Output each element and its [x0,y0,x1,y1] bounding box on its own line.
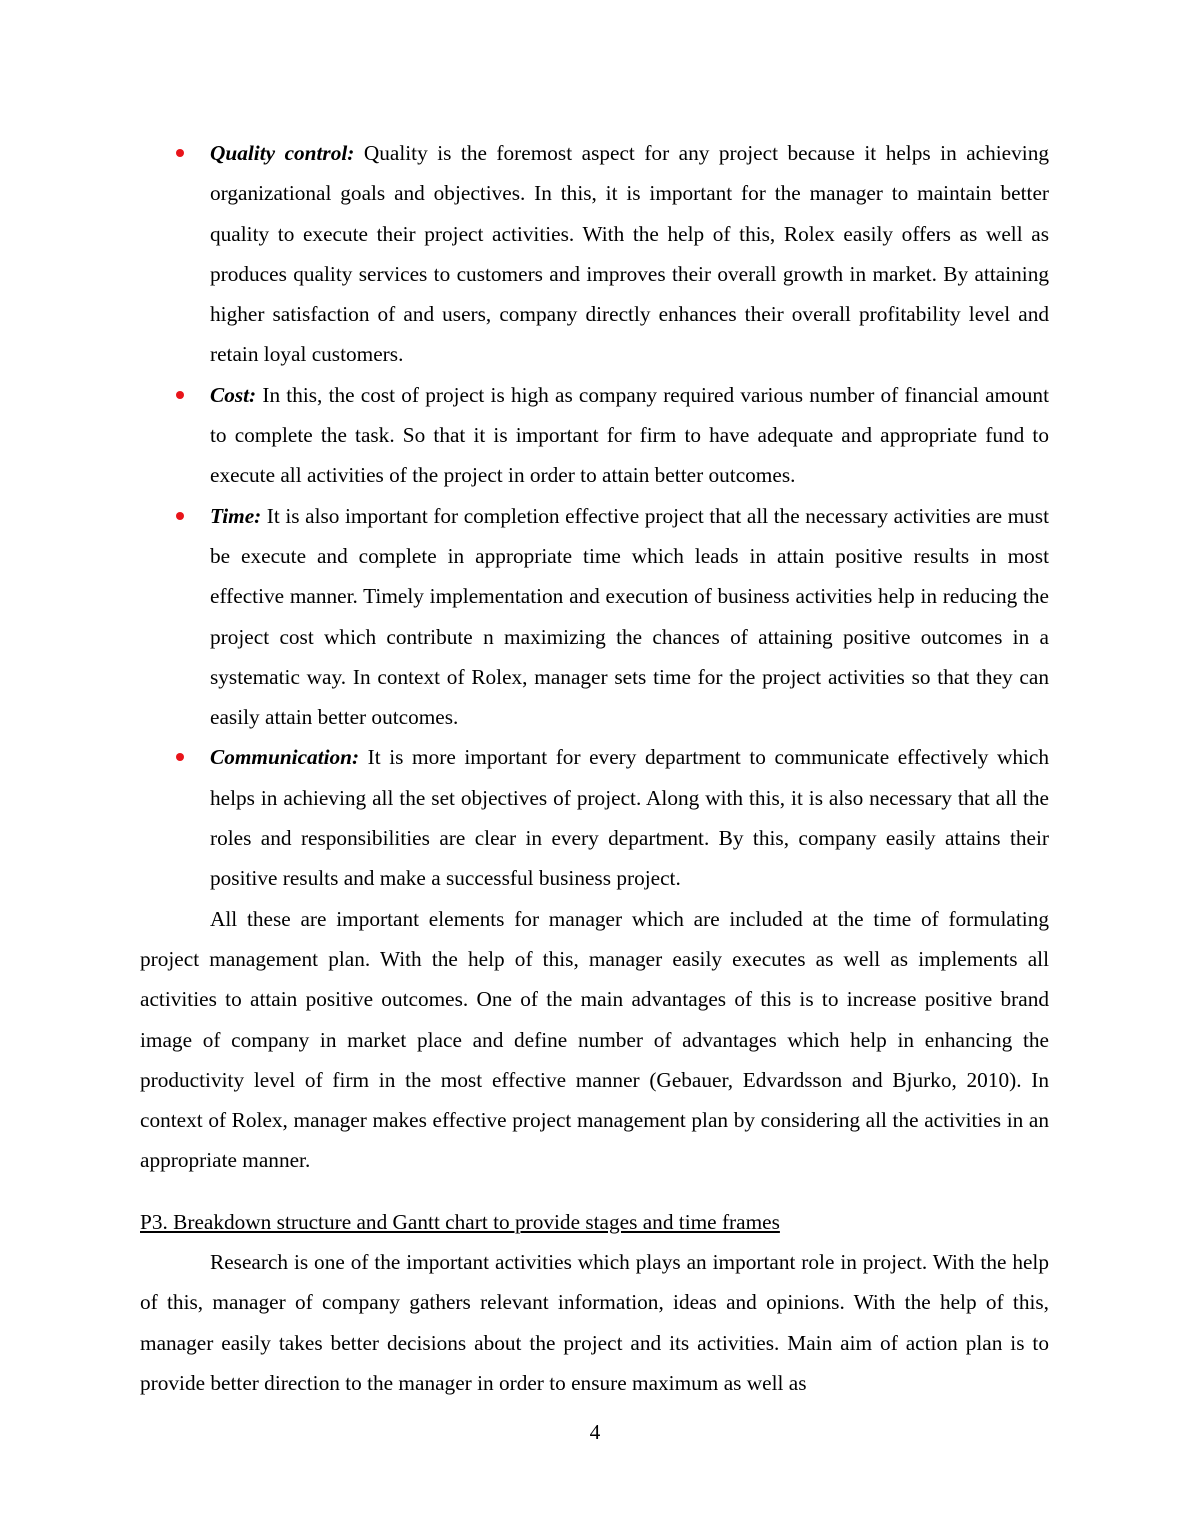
summary-paragraph: All these are important elements for manager which are included at the time of formulating project management plan. With the help of this, manager easily executes as well as implements all activities to attain positive outcomes. One of the main advantages of this is to increase positive brand image of company in market place and define number of advantages which help in enhancing the productivity level of firm in the most effective manner (Gebauer, Edvardsson and Bjurko, 2010). In context of Rolex, manager makes effective project management plan by considering all the activities in an appropriate manner. [140,906,1049,1173]
bullet-icon [176,753,184,761]
list-item-quality-control [140,133,1049,375]
bullet-term: Quality control: [210,141,355,165]
page-content [140,133,1049,1403]
list-item-communication [140,737,1049,898]
list-item-cost [140,375,1049,496]
section-paragraph: Research is one of the important activities which plays an important role in project. With the help of this, manager of company gathers relevant information, ideas and opinions. With the help of this, manager easily takes better decisions about the project and its activities. Main aim of action plan is to provide better direction to the manager in order to ensure maximum as well as [140,1250,1049,1395]
list-item-time [140,496,1049,738]
bullet-icon [176,512,184,520]
project-elements-list [140,133,1049,899]
bullet-term: Cost: [210,382,257,407]
bullet-text: Quality is the foremost aspect for any project because it helps in achieving organizational goals and objectives. In this, it is important for the manager to maintain better quality to execute their project activities. With the help of this, Rolex easily offers as well as produces quality services to customers and improves their overall growth in market. By attaining higher satisfaction of and users, company directly enhances their overall profitability level and retain loyal customers. [210,141,1049,367]
bullet-text: It is more important for every department to communicate effectively which helps in achieving all the set objectives of project. Along with this, it is also necessary that all the roles and responsibilities are clear in every department. By this, company easily attains their positive results and make a successful business project. [210,745,1049,891]
bullet-icon [176,149,184,157]
bullet-text: In this, the cost of project is high as company required various number of financial amount to complete the task. So that it is important for firm to have adequate and appropriate fund to execute all activities of the project in order to attain better outcomes. [210,382,1049,488]
bullet-icon [176,391,184,399]
section-heading: P3. Breakdown structure and Gantt chart to provide stages and time frames [140,1209,780,1234]
bullet-term: Communication: [210,745,360,770]
page-number: 4 [589,1420,601,1444]
bullet-text: It is also important for completion effective project that all the necessary activities are must be execute and complete in appropriate time which leads in attain positive results in most effective manner. Timely implementation and execution of business activities help in reducing the project cost which contribute n maximizing the chances of attaining positive outcomes in a systematic way. In context of Rolex, manager sets time for the project activities so that they can easily attain better outcomes. [210,503,1049,730]
bullet-term: Time: [210,503,262,528]
